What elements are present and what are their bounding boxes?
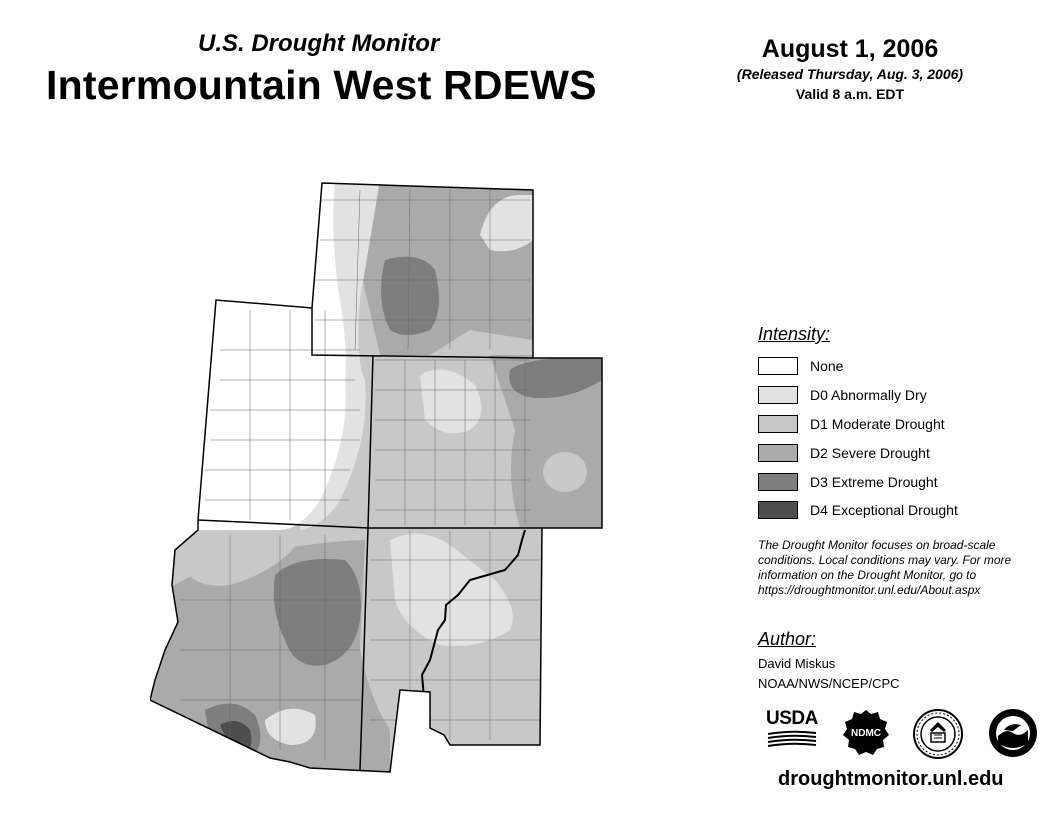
ndmc-logo-text: NDMC	[851, 728, 881, 739]
legend-swatch	[758, 415, 798, 433]
author-heading: Author:	[758, 629, 817, 649]
usda-logo-text: USDA	[766, 708, 818, 729]
legend-item-d1	[758, 413, 945, 435]
noaa-logo	[988, 708, 1038, 758]
drought-monitor-note: The Drought Monitor focuses on broad-scale conditions. Local conditions may vary. For more information on the Drought Monitor, go to https://droughtmonitor.unl.edu/About.aspx	[758, 538, 1012, 597]
d3-wyoming	[381, 257, 439, 335]
legend-swatch	[758, 357, 798, 375]
legend-swatch	[758, 473, 798, 491]
date-block	[700, 34, 1000, 104]
legend-label: D0 Abnormally Dry	[810, 387, 927, 403]
legend-title: Intensity:	[758, 324, 831, 344]
legend-label: None	[810, 358, 844, 374]
map-date: August 1, 2006	[761, 35, 939, 63]
legend-swatch	[758, 386, 798, 404]
commerce-seal-icon	[912, 708, 964, 760]
usda-logo	[766, 708, 822, 752]
release-date: (Released Thursday, Aug. 3, 2006)	[736, 66, 964, 82]
legend-label: D1 Moderate Drought	[810, 416, 945, 432]
footer-url[interactable]: droughtmonitor.unl.edu	[778, 768, 1004, 790]
legend-item-d4	[758, 499, 958, 521]
legend-swatch	[758, 444, 798, 462]
author-organization: NOAA/NWS/NCEP/CPC	[758, 676, 900, 691]
legend-label: D4 Exceptional Drought	[810, 502, 958, 518]
usda-field-icon	[766, 730, 818, 748]
legend-item-d3	[758, 471, 938, 493]
legend-item-d2	[758, 442, 930, 464]
map-title: Intermountain West RDEWS	[46, 62, 597, 108]
drought-map	[150, 180, 610, 775]
author-name: David Miskus	[758, 656, 836, 671]
legend-label: D3 Extreme Drought	[810, 474, 938, 490]
legend-item-none	[758, 355, 843, 377]
d1-east-colorado-spot	[543, 452, 587, 492]
ndmc-logo	[842, 708, 890, 756]
legend-label: D2 Severe Drought	[810, 445, 930, 461]
legend-swatch	[758, 501, 798, 519]
legend-item-d0	[758, 384, 927, 406]
valid-time: Valid 8 a.m. EDT	[795, 86, 905, 102]
map-subtitle: U.S. Drought Monitor	[198, 30, 440, 57]
